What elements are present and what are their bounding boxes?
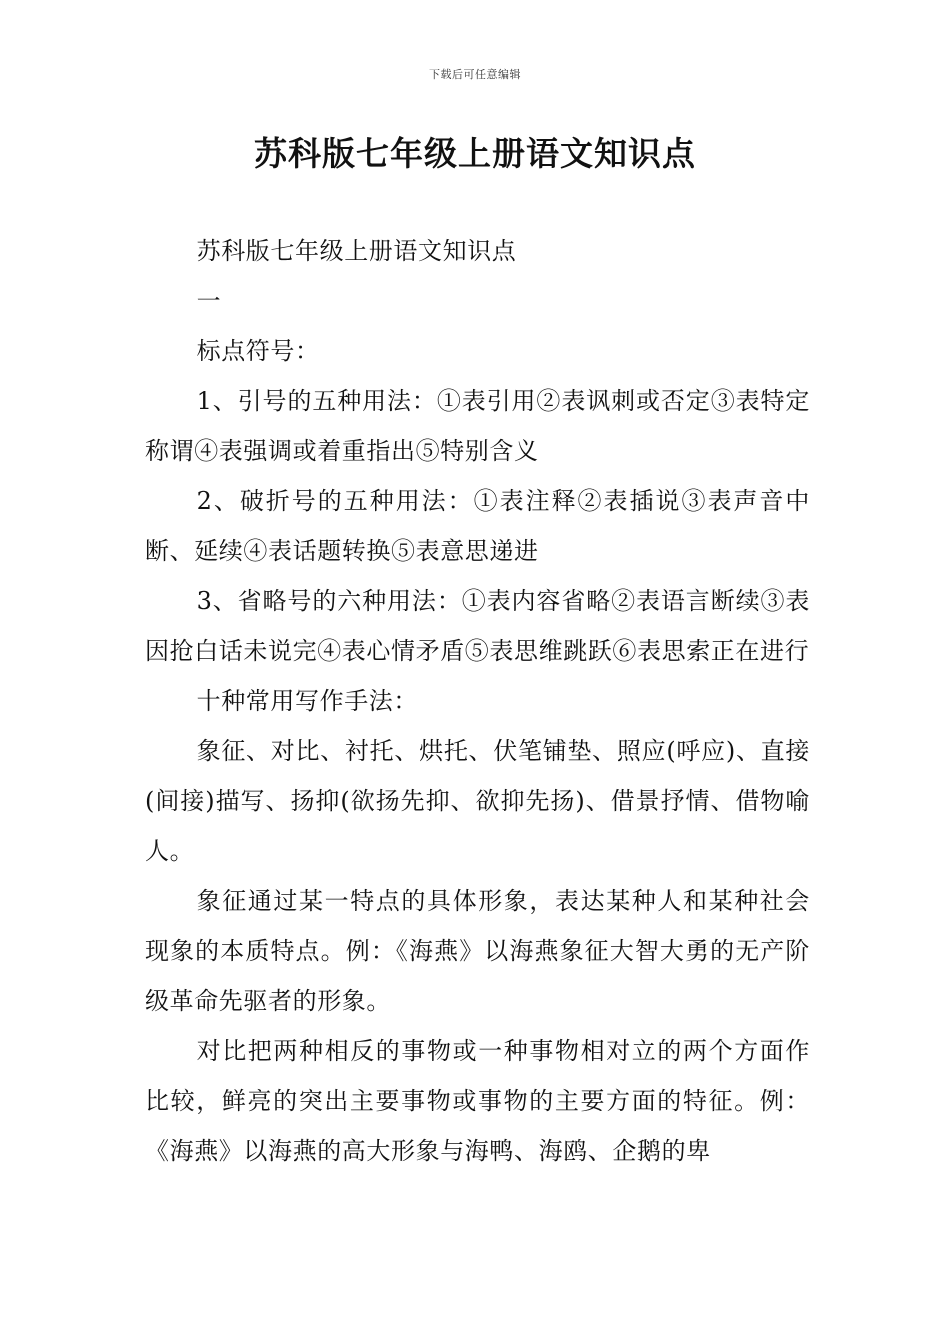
paragraph-section-number: 一 — [196, 287, 222, 315]
paragraph-writing-techniques-heading: 十种常用写作手法： — [196, 687, 418, 715]
paragraph-quotation-marks: 1、引号的五种用法：①表引用②表讽刺或否定③表特定称谓④表强调或着重指出⑤特别含义 — [145, 387, 810, 465]
paragraph-dash: 2、破折号的五种用法：①表注释②表插说③表声音中断、延续④表话题转换⑤表意思递进 — [145, 487, 810, 565]
paragraph-symbolism: 象征通过某一特点的具体形象，表达某种人和某种社会现象的本质特点。例：《海燕》以海燕象征大智大勇的无产阶级革命先驱者的形象。 — [145, 887, 810, 1015]
paragraph-subtitle: 苏科版七年级上册语文知识点 — [196, 237, 517, 265]
paragraph-punctuation-heading: 标点符号： — [196, 337, 320, 365]
header-note: 下载后可任意编辑 — [429, 68, 521, 81]
document-body — [145, 226, 810, 1176]
paragraph-ellipsis: 3、省略号的六种用法：①表内容省略②表语言断续③表因抢白话未说完④表心情矛盾⑤表思维跳跃⑥表思索正在进行 — [145, 587, 810, 665]
document-title: 苏科版七年级上册语文知识点 — [254, 134, 696, 173]
paragraph-techniques-list: 象征、对比、衬托、烘托、伏笔铺垫、照应(呼应)、直接(间接)描写、扬抑(欲扬先抑、欲抑先扬)、借景抒情、借物喻人。 — [145, 737, 810, 865]
paragraph-contrast: 对比把两种相反的事物或一种事物相对立的两个方面作比较，鲜亮的突出主要事物或事物的主要方面的特征。例：《海燕》以海燕的高大形象与海鸭、海鸥、企鹅的卑 — [145, 1037, 810, 1165]
